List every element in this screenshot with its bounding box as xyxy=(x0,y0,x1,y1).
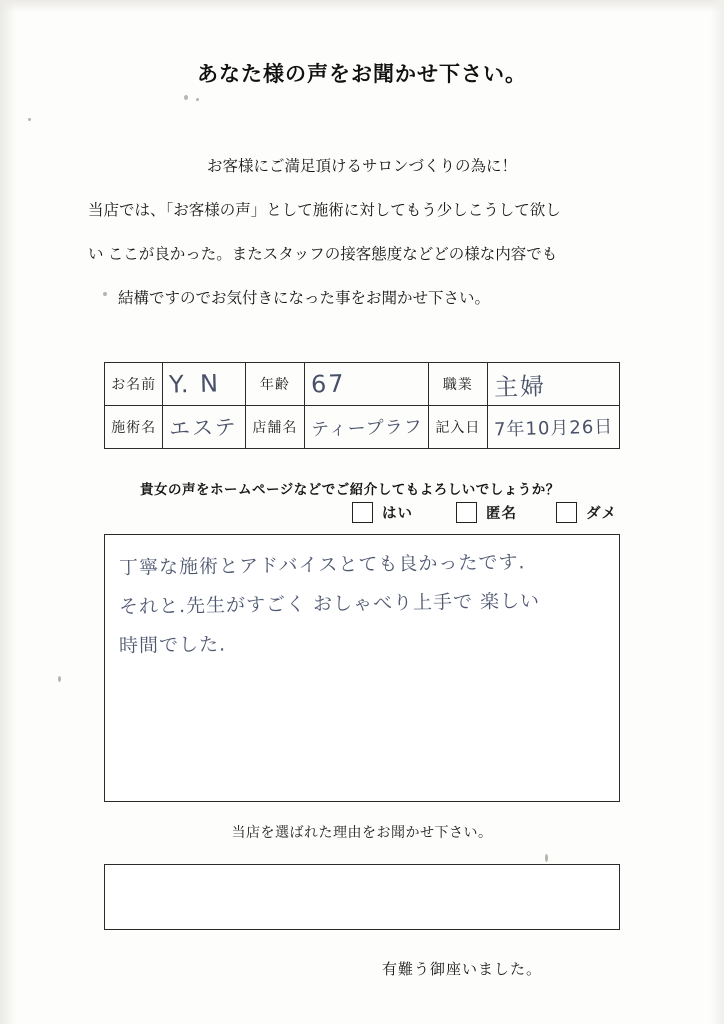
scan-edge-right xyxy=(710,0,724,1024)
treatment-value: エステ xyxy=(169,415,239,441)
age-label: 年齢 xyxy=(246,363,304,406)
checkbox-icon[interactable] xyxy=(456,502,477,523)
job-label: 職業 xyxy=(429,363,487,406)
scan-edge-left xyxy=(0,0,16,1024)
permission-option-yes[interactable] xyxy=(352,502,413,523)
date-field[interactable] xyxy=(487,406,619,449)
comment-handwriting xyxy=(119,549,609,666)
name-label: お名前 xyxy=(105,363,163,406)
scan-speck xyxy=(28,118,31,121)
scan-edge-top xyxy=(0,0,724,12)
date-label: 記入日 xyxy=(429,406,487,449)
name-value: Y. N xyxy=(169,369,221,399)
scan-speck xyxy=(196,98,199,101)
date-value: 7年10月26日 xyxy=(493,416,614,441)
name-field[interactable] xyxy=(163,363,246,406)
scan-speck xyxy=(545,854,548,862)
respondent-info-table xyxy=(104,362,620,449)
checkbox-icon[interactable] xyxy=(556,502,577,523)
job-value: 主婦 xyxy=(493,371,547,402)
permission-option-label: はい xyxy=(382,506,413,522)
age-value: 67 xyxy=(310,369,346,399)
shop-value: ティープラフ xyxy=(310,416,423,441)
page-title: あなた様の声をお聞かせ下さい。 xyxy=(197,63,527,86)
reason-textarea[interactable] xyxy=(104,864,620,930)
table-row xyxy=(105,406,620,449)
treatment-label: 施術名 xyxy=(105,406,163,449)
shop-label: 店舗名 xyxy=(246,406,304,449)
scan-speck xyxy=(58,676,61,682)
intro-line-2: 当店では、「お客様の声」として施術に対してもう少しこうして欲し xyxy=(88,202,561,219)
reason-prompt: 当店を選ばれた理由をお聞かせ下さい。 xyxy=(231,824,493,840)
intro-line-1: お客様にご満足頂けるサロンづくりの為に！ xyxy=(206,158,517,175)
scan-speck xyxy=(184,95,188,100)
intro-line-3: い ここが良かった。またスタッフの接客態度などどの様な内容でも xyxy=(88,246,558,263)
comment-line-1: 丁寧な施術とアドバイスとても良かったです. xyxy=(118,551,526,579)
permission-options xyxy=(104,500,620,534)
closing-text: 有難う御座いました。 xyxy=(381,961,542,978)
permission-option-anonymous[interactable] xyxy=(456,502,517,523)
comment-line-2: それと.先生がすごく おしゃべり上手で 楽しい xyxy=(118,590,541,618)
permission-option-label: ダメ xyxy=(586,506,617,522)
permission-question: 貴女の声をホームページなどでご紹介してもよろしいでしょうか？ xyxy=(140,482,560,497)
table-row xyxy=(105,363,620,406)
intro-text xyxy=(88,145,636,321)
comment-textarea[interactable] xyxy=(104,534,620,802)
comment-line-3: 時間でした. xyxy=(118,633,227,657)
checkbox-icon[interactable] xyxy=(352,502,373,523)
intro-line-4: 結構ですのでお気付きになった事をお聞かせ下さい。 xyxy=(118,290,491,307)
job-field[interactable] xyxy=(487,363,619,406)
shop-field[interactable] xyxy=(304,406,429,449)
treatment-field[interactable] xyxy=(163,406,246,449)
permission-option-label: 匿名 xyxy=(486,506,517,522)
age-field[interactable] xyxy=(304,363,429,406)
permission-option-no[interactable] xyxy=(556,502,617,523)
